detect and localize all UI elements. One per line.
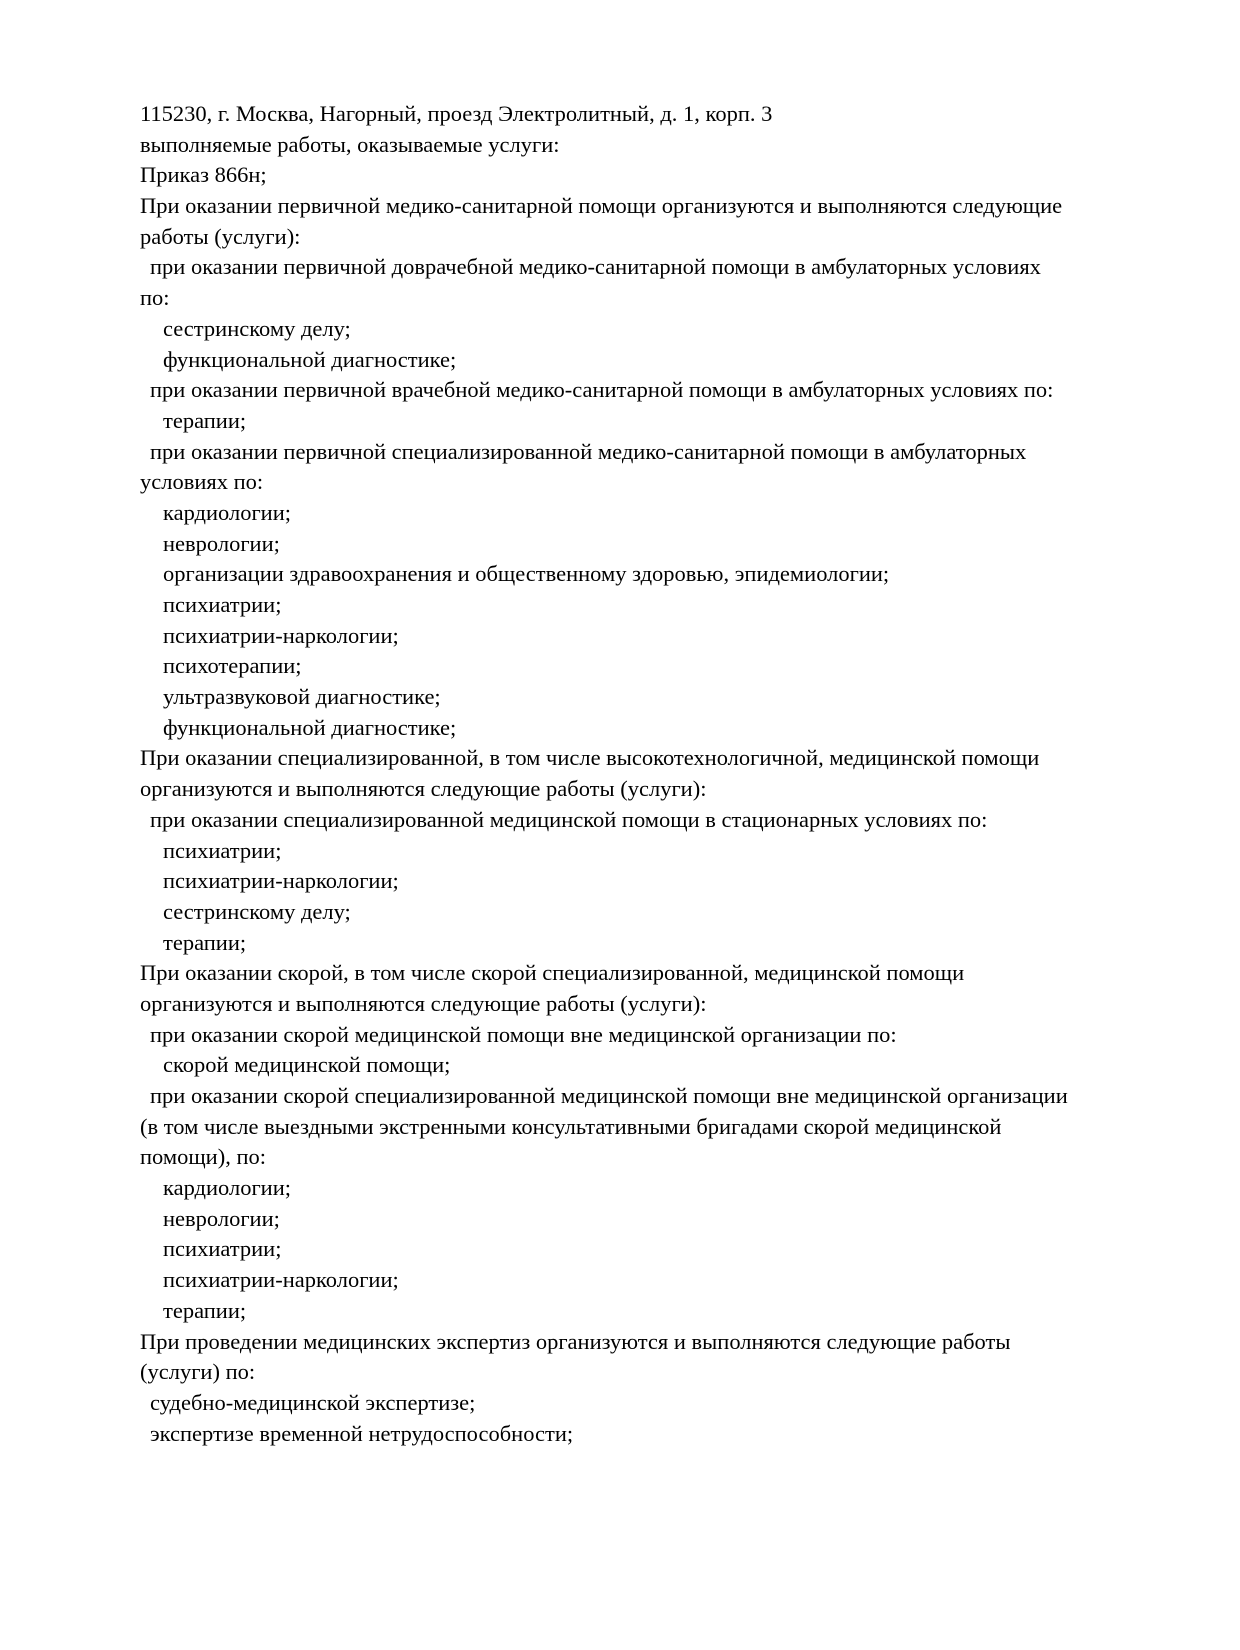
text-line: при оказании скорой специализированной медицинской помощи вне медицинской организации — [150, 1083, 1068, 1108]
text-line: кардиологии; — [163, 1175, 292, 1201]
text-line: при оказании скорой медицинской помощи вне медицинской организации по: — [150, 1021, 897, 1047]
text-line: При проведении медицинских экспертиз организуются и выполняются следующие работы — [140, 1328, 1011, 1354]
text-line: условиях по: — [140, 469, 264, 495]
text-line: ультразвуковой диагностике; — [163, 684, 441, 710]
text-line: (услуги) по: — [140, 1359, 256, 1385]
text-line: скорой медицинской помощи; — [163, 1052, 451, 1078]
text-line: при оказании первичной доврачебной медико-санитарной помощи в амбулаторных условиях — [150, 254, 1041, 280]
text-line: психотерапии; — [163, 653, 302, 679]
text-line: по: — [140, 285, 170, 311]
document-text-block — [140, 99, 1150, 1449]
text-line: 115230, г. Москва, Нагорный, проезд Электролитный, д. 1, корп. 3 — [140, 101, 773, 126]
text-line: экспертизе временной нетрудоспособности; — [150, 1420, 574, 1446]
text-line: помощи), по: — [140, 1144, 267, 1170]
text-line: функциональной диагностике; — [163, 714, 457, 740]
text-line: функциональной диагностике; — [163, 346, 457, 372]
text-line: при оказании первичной специализированной медико-санитарной помощи в амбулаторных — [150, 438, 1027, 464]
text-line: (в том числе выездными экстренными консультативными бригадами скорой медицинской — [140, 1113, 1002, 1139]
text-line: работы (услуги): — [140, 223, 301, 249]
text-line: при оказании специализированной медицинской помощи в стационарных условиях по: — [150, 806, 988, 832]
text-line: психиатрии-наркологии; — [163, 1267, 399, 1293]
text-line: психиатрии; — [163, 1236, 282, 1262]
text-line: При оказании специализированной, в том числе высокотехнологичной, медицинской помощи — [140, 745, 1040, 771]
text-line: психиатрии-наркологии; — [163, 868, 399, 894]
text-line: организуются и выполняются следующие работы (услуги): — [140, 776, 707, 802]
text-line: неврологии; — [163, 1205, 280, 1231]
text-line: сестринскому делу; — [163, 315, 351, 341]
text-line: психиатрии; — [163, 837, 282, 863]
text-line: При оказании первичной медико-санитарной помощи организуются и выполняются следующие — [140, 193, 1063, 219]
text-line: психиатрии-наркологии; — [163, 622, 399, 648]
text-line: организуются и выполняются следующие работы (услуги): — [140, 990, 707, 1016]
text-line: неврологии; — [163, 530, 280, 556]
text-line: судебно-медицинской экспертизе; — [150, 1389, 476, 1415]
text-line: Приказ 866н; — [140, 162, 267, 188]
text-line: при оказании первичной врачебной медико-санитарной помощи в амбулаторных условиях по: — [150, 377, 1054, 403]
text-line: психиатрии; — [163, 592, 282, 617]
text-line: кардиологии; — [163, 499, 292, 525]
text-line: сестринскому делу; — [163, 898, 351, 924]
text-line: организации здравоохранения и общественному здоровью, эпидемиологии; — [163, 561, 890, 587]
text-line: терапии; — [163, 1297, 247, 1323]
text-line: выполняемые работы, оказываемые услуги: — [140, 131, 560, 157]
text-line: При оказании скорой, в том числе скорой специализированной, медицинской помощи — [140, 960, 965, 986]
text-line: терапии; — [163, 407, 247, 433]
text-line: терапии; — [163, 929, 247, 955]
